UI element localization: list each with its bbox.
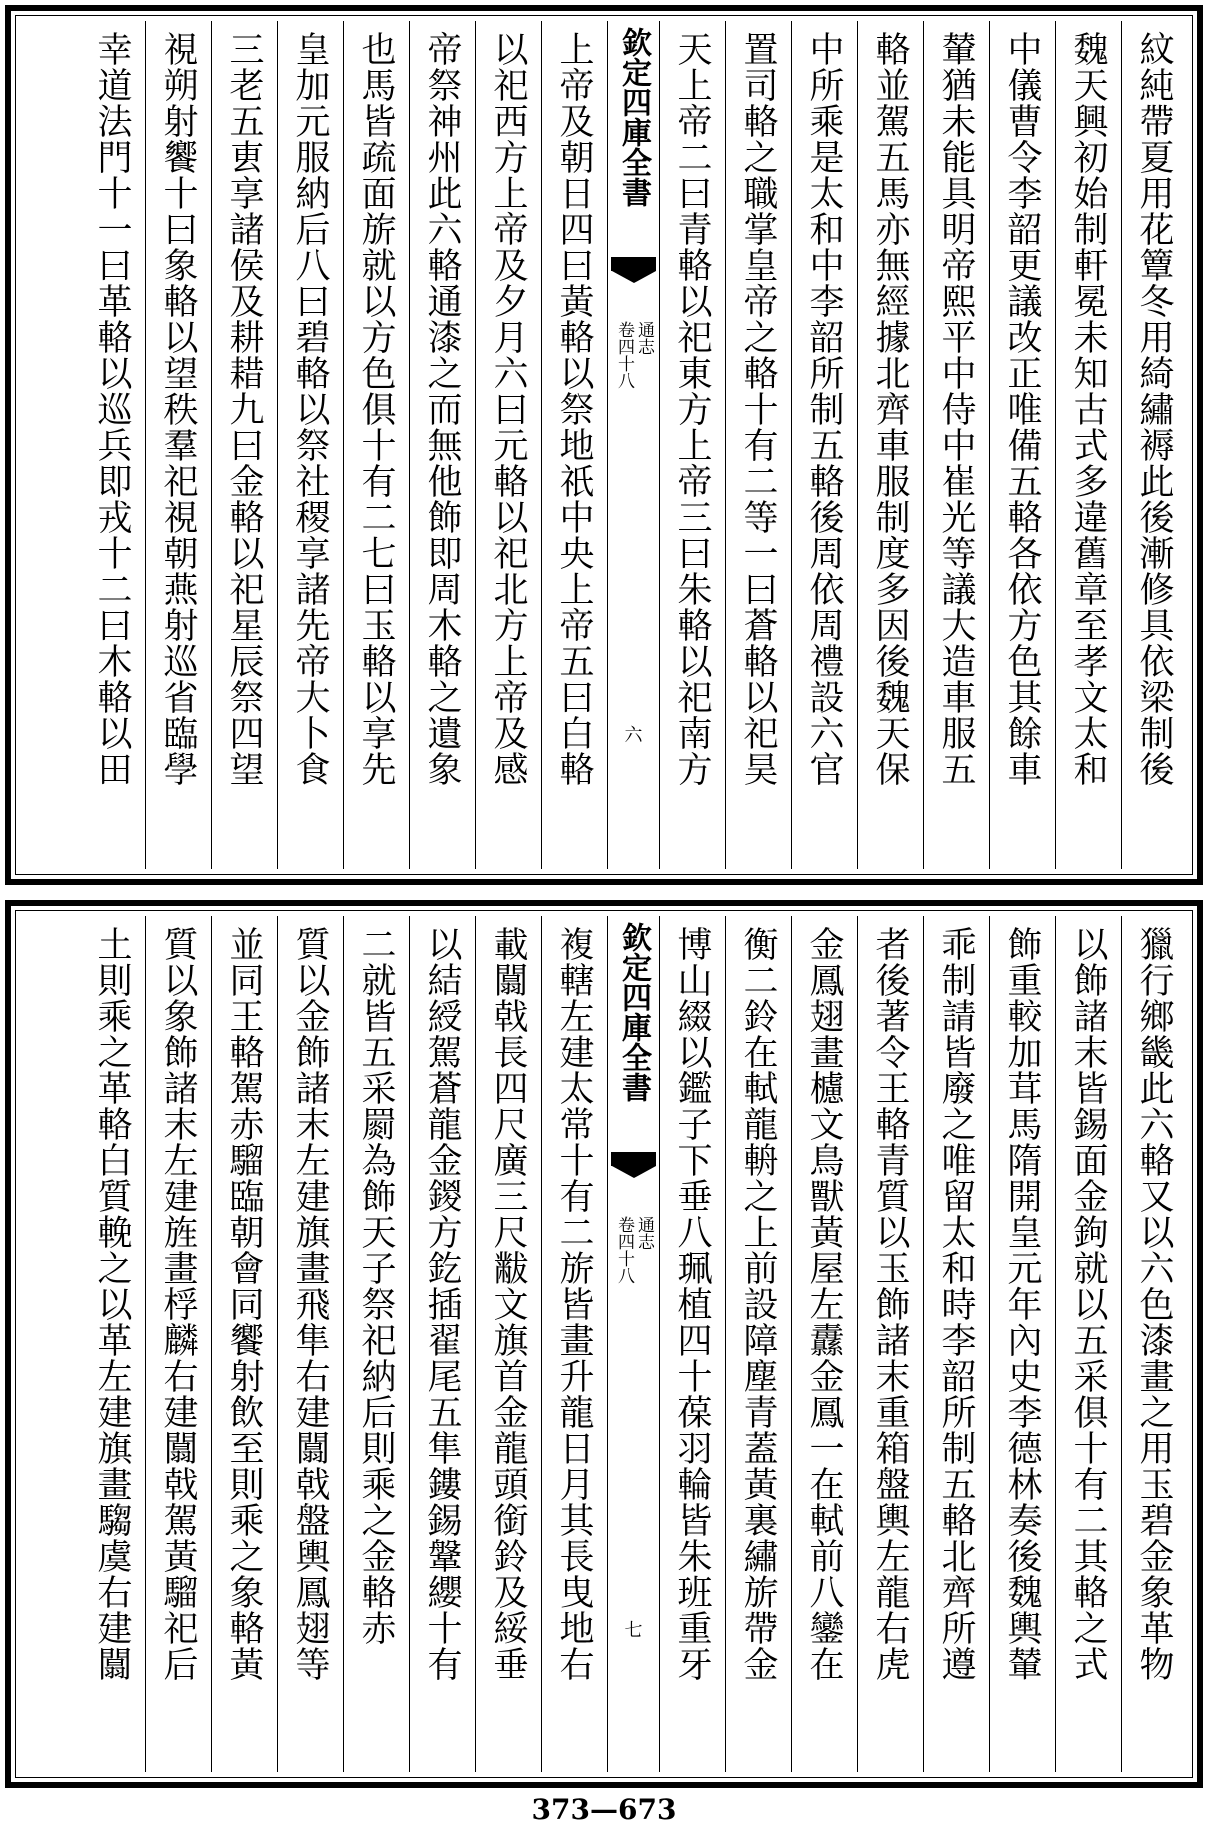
text-column: 輅並駕五馬亦無經據北齊車服制度多因後魏天保 [857, 21, 923, 869]
text-column: 土則乘之革輅白質輓之以革左建旗畫騶虞右建闒 [92, 926, 132, 1682]
upper-leaf-columns [21, 21, 1187, 869]
text-column: 質以金飾諸末左建旗畫飛隼右建闒戟盤輿鳳翅等 [277, 916, 343, 1772]
text-column: 上帝及朝日四曰黃輅以祭地祇中央上帝五曰白輅 [541, 21, 607, 869]
lower-leaf-columns [21, 916, 1187, 1772]
volume-title: 通志 [634, 321, 654, 355]
volume-number: 卷四十八 [614, 1216, 634, 1284]
volume-title: 通志 [634, 1216, 654, 1250]
text-column: 以結綬駕蒼龍金鍐方釳插翟尾五隼鏤錫鞶纓十有 [409, 916, 475, 1772]
text-column: 幸道法門十一曰革輅以巡兵即戎十二曰木輅以田 [92, 31, 132, 787]
text-column: 置司輅之職掌皇帝之輅十有二等一曰蒼輅以祀昊 [725, 21, 791, 869]
text-column: 博山綴以鑑子下垂八珮植四十葆羽輪皆朱班重牙 [659, 916, 725, 1772]
text-column: 以祀西方上帝及夕月六曰元輅以祀北方上帝及感 [475, 21, 541, 869]
text-column: 者後著令王輅青質以玉飾諸末重箱盤輿左龍右虎 [857, 916, 923, 1772]
fishtail-mark [611, 257, 656, 271]
text-column: 乖制請皆廢之唯留太和時李韶所制五輅北齊所遵 [923, 916, 989, 1772]
text-column: 中儀曹令李韶更議改正唯備五輅各依方色其餘車 [989, 21, 1055, 869]
leaf-number: 七 [624, 1620, 643, 1641]
volume-label [614, 321, 654, 389]
text-column: 皇加元服納后八曰碧輅以祭社稷享諸先帝大卜食 [277, 21, 343, 869]
text-column: 載闒戟長四尺廣三尺黻文旗首金龍頭銜鈴及綏垂 [475, 916, 541, 1772]
upper-leaf [5, 5, 1203, 885]
text-column: 輦猶未能具明帝熙平中侍中崔光等議大造車服五 [923, 21, 989, 869]
text-column: 二就皆五采罽為飾天子祭祀納后則乘之金輅赤 [343, 916, 409, 1772]
text-column: 視朔射饗十曰象輅以望秩羣祀視朝燕射巡省臨學 [145, 21, 211, 869]
text-column: 衡二鈴在軾龍輈之上前設障塵青蓋黃裏繡旂帶金 [725, 916, 791, 1772]
centre-fold [607, 916, 659, 1772]
text-column: 天上帝二曰青輅以祀東方上帝三曰朱輅以祀南方 [659, 21, 725, 869]
text-column: 並同王輅駕赤騮臨朝會同饗射飲至則乘之象輅黃 [211, 916, 277, 1772]
book-title: 欽定四庫全書 [616, 922, 651, 1102]
text-column: 飾重較加茸馬隋開皇元年內史李德林奏後魏輿輦 [989, 916, 1055, 1772]
text-column: 獵行鄉畿此六輅又以六色漆畫之用玉碧金象革物 [1121, 916, 1187, 1772]
text-column: 金鳳翅畫櫖文鳥獸黃屋左纛金鳳一在軾前八鑾在 [791, 916, 857, 1772]
leaf-number: 六 [624, 725, 643, 746]
text-column: 中所乘是太和中李韶所制五輅後周依周禮設六官 [791, 21, 857, 869]
text-column: 帝祭神州此六輅通漆之而無他飾即周木輅之遺象 [409, 21, 475, 869]
text-column: 也馬皆疏面旂就以方色俱十有二七曰玉輅以享先 [343, 21, 409, 869]
text-column: 質以象飾諸末左建旌畫桴麟右建闒戟駕黃騮祀后 [145, 916, 211, 1772]
volume-label [614, 1216, 654, 1284]
page-number: 373—673 [531, 1793, 677, 1826]
text-column: 複轄左建太常十有二旂皆畫升龍日月其長曳地右 [541, 916, 607, 1772]
text-column: 三老五叀享諸侯及耕耤九曰金輅以祀星辰祭四望 [211, 21, 277, 869]
centre-fold [607, 21, 659, 869]
book-title: 欽定四庫全書 [616, 27, 651, 207]
lower-leaf [5, 900, 1203, 1788]
volume-number: 卷四十八 [614, 321, 634, 389]
text-column: 紋純帶夏用花簟冬用綺繡褥此後漸修具依梁制後 [1121, 21, 1187, 869]
text-column: 魏天興初始制軒冕未知古式多違舊章至孝文太和 [1055, 21, 1121, 869]
fishtail-mark [611, 1152, 656, 1166]
text-column: 以飾諸末皆錫面金鉤就以五采俱十有二其輅之式 [1055, 916, 1121, 1772]
